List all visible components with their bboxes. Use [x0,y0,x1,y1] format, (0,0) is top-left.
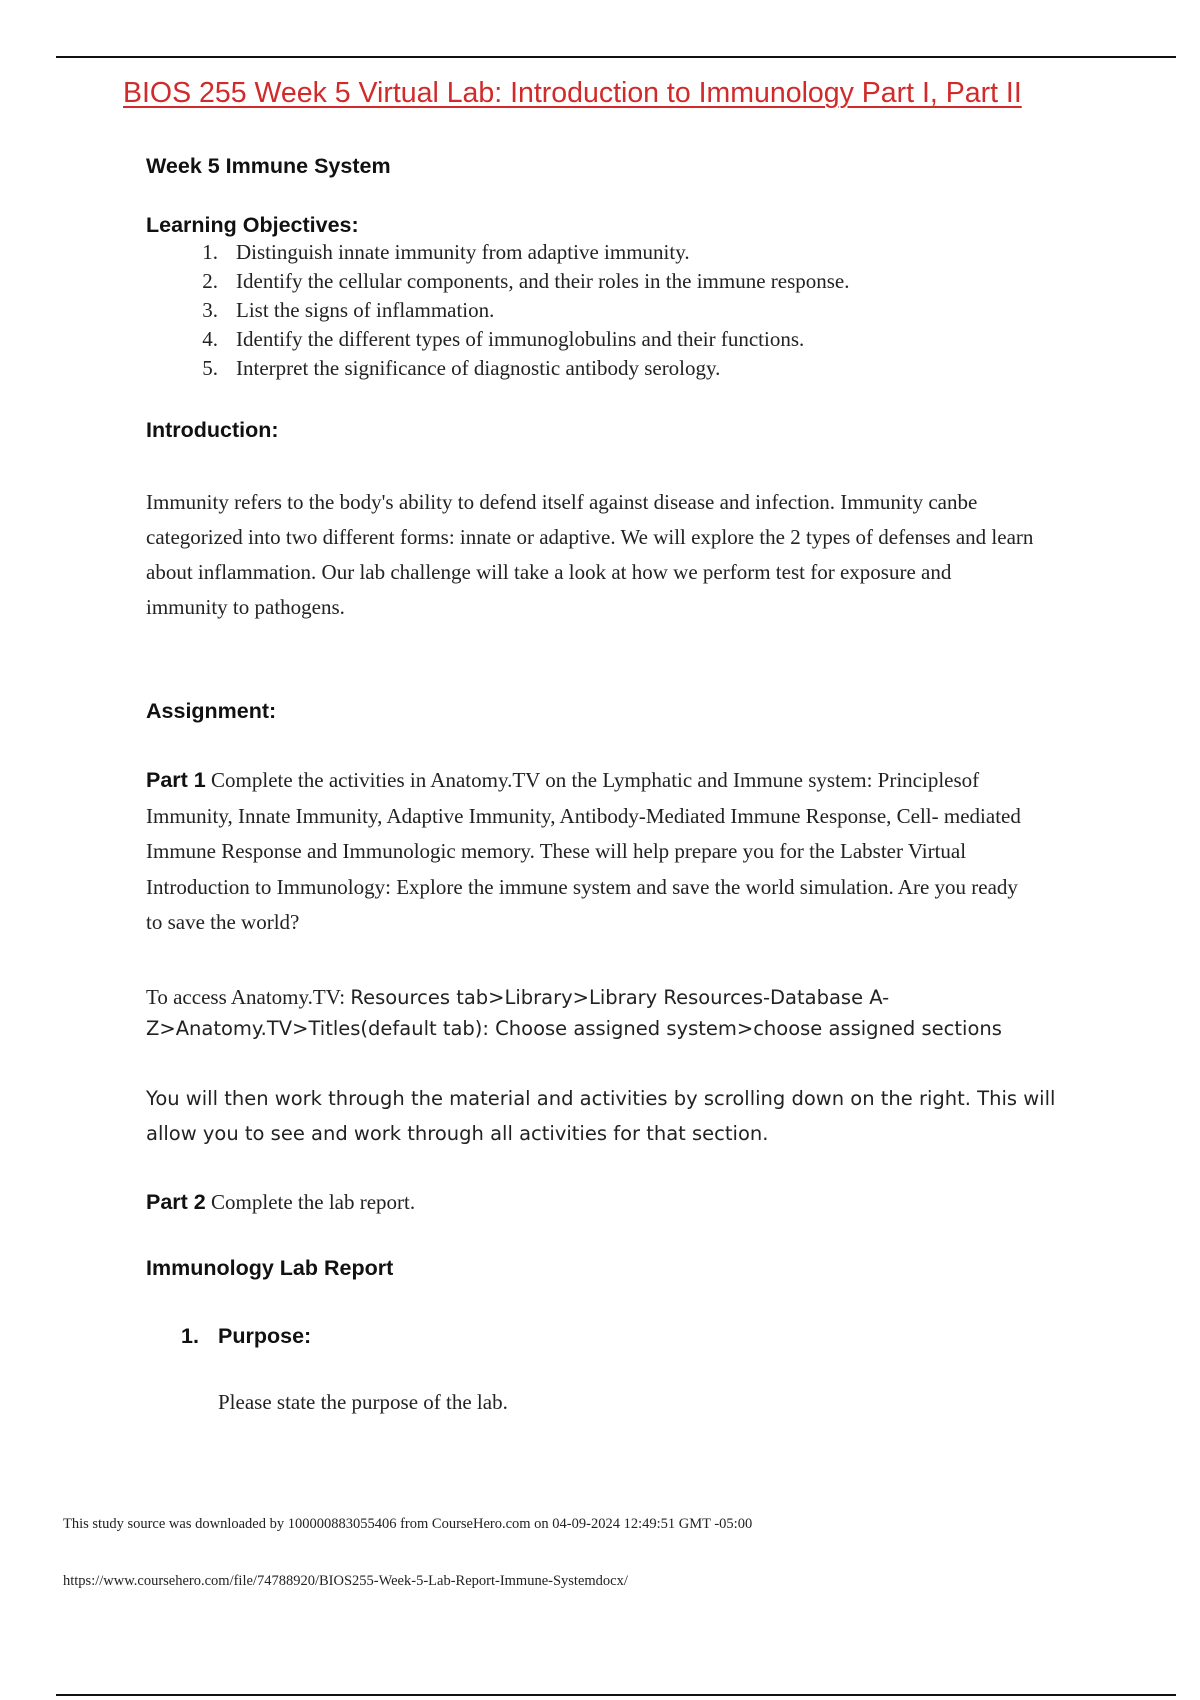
introduction-paragraph [146,485,1106,625]
list-item [146,354,850,383]
paragraph-line: about inflammation. Our lab challenge will take a look at how we perform test for exposure and [146,560,952,584]
list-number: 1. [202,240,218,264]
objectives-heading: Learning Objectives: [146,213,359,237]
paragraph-line: to save the world? [146,910,300,934]
source-url: https://www.coursehero.com/file/74788920/BIOS255-Week-5-Lab-Report-Immune-Systemdocx/ [63,1573,628,1589]
scroll-paragraph [146,1081,1106,1151]
access-prefix: To access Anatomy.TV: [146,985,351,1009]
download-notice: This study source was downloaded by 100000883055406 from CourseHero.com on 04-09-2024 12:49:51 GMT -05:00 [63,1516,753,1532]
paragraph-line: You will then work through the material and activities by scrolling down on the right. This will [146,1087,1056,1110]
part2-label: Part 2 [146,1190,206,1214]
list-number: 2. [202,269,218,293]
paragraph-line: immunity to pathogens. [146,595,345,619]
week-heading: Week 5 Immune System [146,154,391,178]
paragraph-line: allow you to see and work through all activities for that section. [146,1122,769,1145]
part2-paragraph [146,1187,1106,1217]
paragraph-line [146,763,1106,799]
lab-report-heading: Immunology Lab Report [146,1256,394,1280]
part2-text: Complete the lab report. [211,1190,416,1214]
paragraph-line: Introduction to Immunology: Explore the immune system and save the world simulation. Are you ready [146,874,1018,899]
purpose-text: Please state the purpose of the lab. [218,1390,508,1414]
list-number: 5. [202,356,218,380]
paragraph-line: categorized into two different forms: innate or adaptive. We will explore the 2 types of defenses and learn [146,525,1034,549]
part1-paragraph [146,763,1106,941]
list-number: 4. [202,327,218,351]
objectives-list [146,238,850,383]
list-number: 3. [202,298,218,322]
list-text: Distinguish innate immunity from adaptive immunity. [236,240,690,264]
list-item [146,325,850,354]
access-paragraph [146,981,1106,1045]
list-item [146,267,850,296]
top-rule [56,56,1176,58]
purpose-number: 1. [181,1324,199,1348]
paragraph-line [146,981,1106,1013]
list-text: List the signs of inflammation. [236,298,495,322]
list-text: Interpret the significance of diagnostic antibody serology. [236,356,721,380]
purpose-label: Purpose: [218,1324,312,1348]
list-text: Identify the cellular components, and their roles in the immune response. [236,269,850,293]
part1-label: Part 1 [146,768,206,792]
list-item [146,238,850,267]
access-path: Resources tab>Library>Library Resources-Database A- [350,986,890,1009]
document-title: BIOS 255 Week 5 Virtual Lab: Introduction to Immunology Part I, Part II [123,77,1022,109]
bottom-rule [56,1694,1176,1696]
paragraph-line: Immunity, Innate Immunity, Adaptive Immunity, Antibody-Mediated Immune Response, Cell- mediated [146,803,1021,828]
list-item [146,296,850,325]
list-text: Identify the different types of immunoglobulins and their functions. [236,327,805,351]
part1-line-text: Complete the activities in Anatomy.TV on the Lymphatic and Immune system: Principlesof [211,768,980,792]
paragraph-line: Immunity refers to the body's ability to defend itself against disease and infection. Immunity canbe [146,490,978,514]
introduction-heading: Introduction: [146,418,279,442]
assignment-heading: Assignment: [146,699,277,723]
paragraph-line: Immune Response and Immunologic memory. These will help prepare you for the Labster Virtual [146,839,967,863]
paragraph-line: Z>Anatomy.TV>Titles(default tab): Choose assigned system>choose assigned sections [146,1017,1002,1040]
